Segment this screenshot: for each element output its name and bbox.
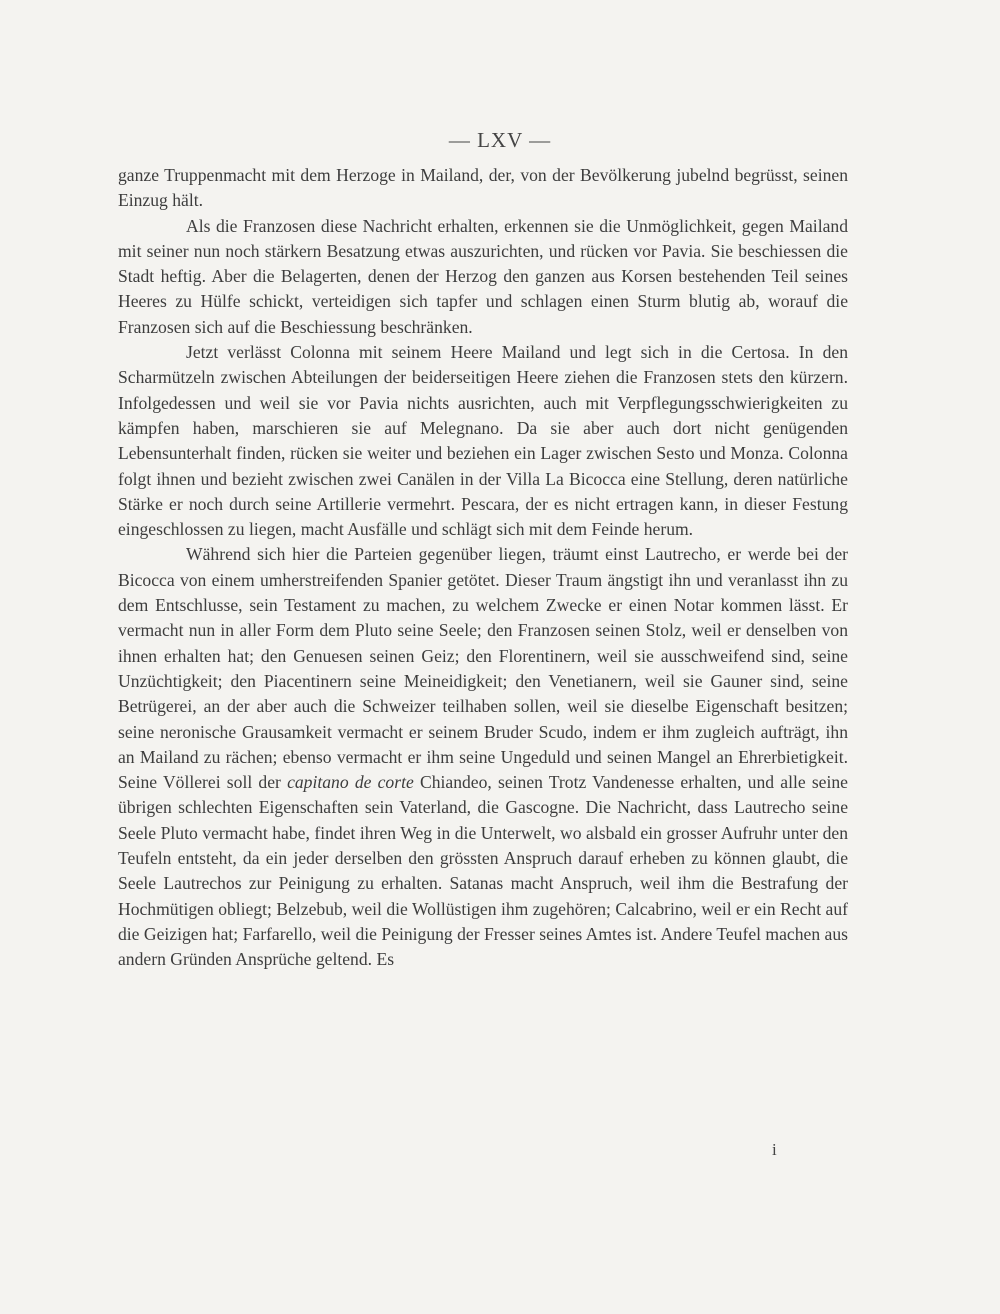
text-run: Als die Franzosen diese Nachricht erhalten, erkennen sie die Unmöglichkeit, gegen Mailand mit seiner nun noch stärkern Besatzung etwas auszurichten, und rücken vor Pavia. Sie beschiessen die Stadt heftig. Aber die Belagerten, denen der Herzog den ganzen aus Korsen bestehenden Teil seines Heeres zu Hülfe schickt, verteidigen sich tapfer und schlagen einen Sturm blutig ab, worauf die Franzosen sich auf die Beschiessung beschränken.	[118, 215, 848, 337]
italic-phrase: capitano de corte	[287, 772, 414, 793]
text-run: Chiandeo, seinen Trotz Vandenesse erhalten, und alle seine übrigen schlechten Eigenschaften sein Vaterland, die Gascogne. Die Nachricht, dass Lautrecho seine Seele Pluto vermacht habe, findet ihren Weg in die Unterwelt, wo alsbald ein grosser Aufruhr unter den Teufeln entsteht, da ein jeder derselben den grössten Anspruch darauf erheben zu können glaubt, die Seele Lautrechos zur Peinigung zu erhalten. Satanas macht Anspruch, weil ihm die Bestrafung der Hochmütigen obliegt; Belzebub, weil die Wollüstigen ihm zugehören; Calcabrino, weil er ein Recht auf die Geizigen hat; Farfarello, weil die Peinigung der Fresser seines Amtes ist. Andere Teufel machen aus andern Gründen Ansprüche geltend. Es	[118, 772, 848, 970]
paragraph	[118, 163, 848, 214]
paragraph	[118, 214, 848, 340]
paragraph	[118, 340, 848, 542]
text-run: ganze Truppenmacht mit dem Herzoge in Mailand, der, von der Bevölkerung jubelnd begrüsst, seinen Einzug hält.	[118, 165, 848, 211]
body-text	[118, 163, 848, 973]
paragraph	[118, 542, 848, 972]
signature-mark: i	[772, 1140, 777, 1159]
page-header: — LXV —	[448, 128, 552, 152]
text-run: Während sich hier die Parteien gegenüber liegen, träumt einst Lautrecho, er werde bei der Bicocca von einem umherstreifenden Spanier getötet. Dieser Traum ängstigt ihn und veranlasst ihn zu dem Entschlusse, sein Testament zu machen, zu welchem Zwecke er einen Notar kommen lässt. Er vermacht nun in aller Form dem Pluto seine Seele; den Franzosen seinen Stolz, weil er denselben von ihnen erhalten hat; den Genuesen seinen Geiz; den Florentinern, weil sie ausschweifend sind, seine Unzüchtigkeit; den Piacentinern seine Meineidigkeit; den Venetianern, weil sie Gauner sind, seine Betrügerei, an der aber auch die Schweizer teilhaben sollen, weil sie dieselbe Eigenschaft besitzen; seine neronische Grausamkeit vermacht er seinem Bruder Scudo, indem er ihm zugleich aufträgt, ihn an Mailand zu rächen; ebenso vermacht er ihm seine Ungeduld und seinen Mangel an Ehrerbietigkeit. Seine Völlerei soll der	[118, 544, 848, 793]
text-run: Jetzt verlässt Colonna mit seinem Heere Mailand und legt sich in die Certosa. In den Scharmützeln zwischen Abteilungen der beiderseitigen Heere ziehen die Franzosen stets den kürzern. Infolgedessen und weil sie vor Pavia nichts ausrichten, auch mit Verpflegungsschwierigkeiten zu kämpfen haben, marschieren sie auf Melegnano. Da sie aber auch dort nicht genügenden Lebensunterhalt finden, rücken sie weiter und beziehen ein Lager zwischen Sesto und Monza. Colonna folgt ihnen und bezieht zwischen zwei Canälen in der Villa La Bicocca eine Stellung, deren natürliche Stärke er noch durch seine Artillerie vermehrt. Pescara, der es nicht ertragen kann, in dieser Festung eingeschlossen zu liegen, macht Ausfälle und schlägt sich mit dem Feinde herum.	[118, 342, 848, 540]
